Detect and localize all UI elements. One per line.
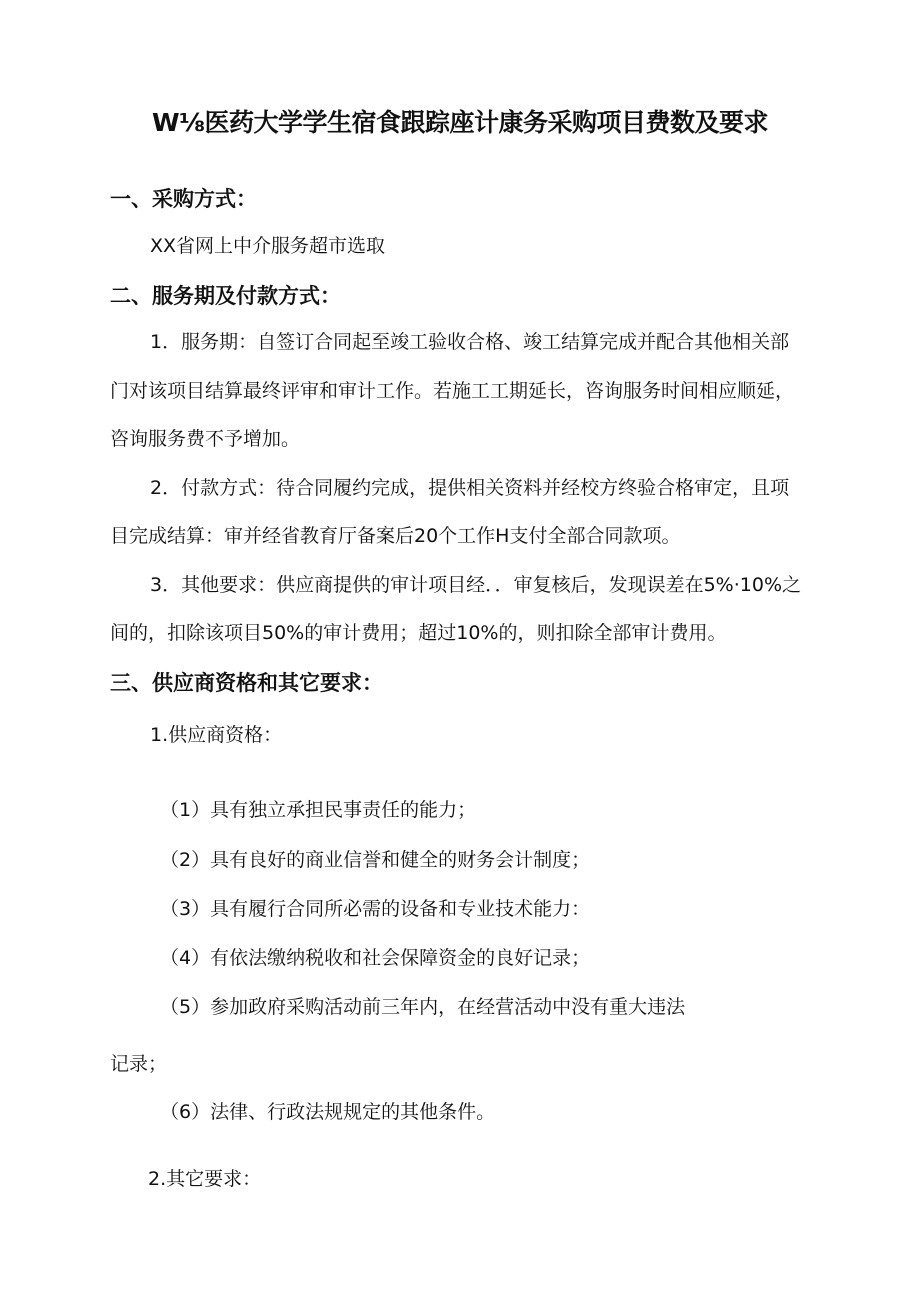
qualification-item: （1）具有独立承担民事责任的能力； <box>160 799 477 821</box>
payment-method-line-1: 2．付款方式：待合同履约完成，提供相关资料并经校方终验合格审定，且项 <box>150 477 790 499</box>
qualification-item: （4）有依法缴纳税收和社会保障资金的良好记录； <box>160 947 591 969</box>
other-requirements-line-1: 3．其他要求：供应商提供的审计项目经．．审复核后，发现误差在5%·10%之 <box>150 574 802 596</box>
qualification-item-continuation: 记录； <box>110 1053 168 1075</box>
qualification-item: （6）法律、行政法规规定的其他条件。 <box>160 1101 496 1123</box>
section-heading-service-payment: 二、服务期及付款方式： <box>110 284 341 308</box>
qualification-item: （2）具有良好的商业信誉和健全的财务会计制度； <box>160 849 591 871</box>
payment-method-line-2: 目完成结算：审并经省教育厅备案后20个工作H支付全部合同款项。 <box>110 525 681 547</box>
document-title: W⅛医药大学学生宿食跟踪座计康务采购项目费数及要求 <box>152 108 768 137</box>
service-period-line-2: 门对该项目结算最终评审和审计工作。若施工工期延长，咨询服务时间相应顺延， <box>110 380 795 402</box>
other-requirements-subheading: 2.其它要求： <box>148 1168 262 1190</box>
supplier-qualifications-subheading: 1.供应商资格： <box>150 724 283 746</box>
qualification-item: （3）具有履行合同所必需的设备和专业技术能力： <box>160 898 591 920</box>
service-period-line-1: 1．服务期：自签订合同起至竣工验收合格、竣工结算完成并配合其他相关部 <box>150 331 790 353</box>
service-period-line-3: 咨询服务费不予增加。 <box>110 428 301 450</box>
procurement-method-text: XX省网上中介服务超市选取 <box>150 235 386 257</box>
section-heading-supplier-qualifications: 三、供应商资格和其它要求： <box>110 671 383 695</box>
qualification-item: （5）参加政府采购活动前三年内，在经营活动中没有重大违法 <box>160 996 686 1018</box>
section-heading-procurement-method: 一、采购方式： <box>110 187 257 211</box>
other-requirements-line-2: 间的，扣除该项目50%的审计费用；超过10%的，则扣除全部审计费用。 <box>110 622 727 644</box>
